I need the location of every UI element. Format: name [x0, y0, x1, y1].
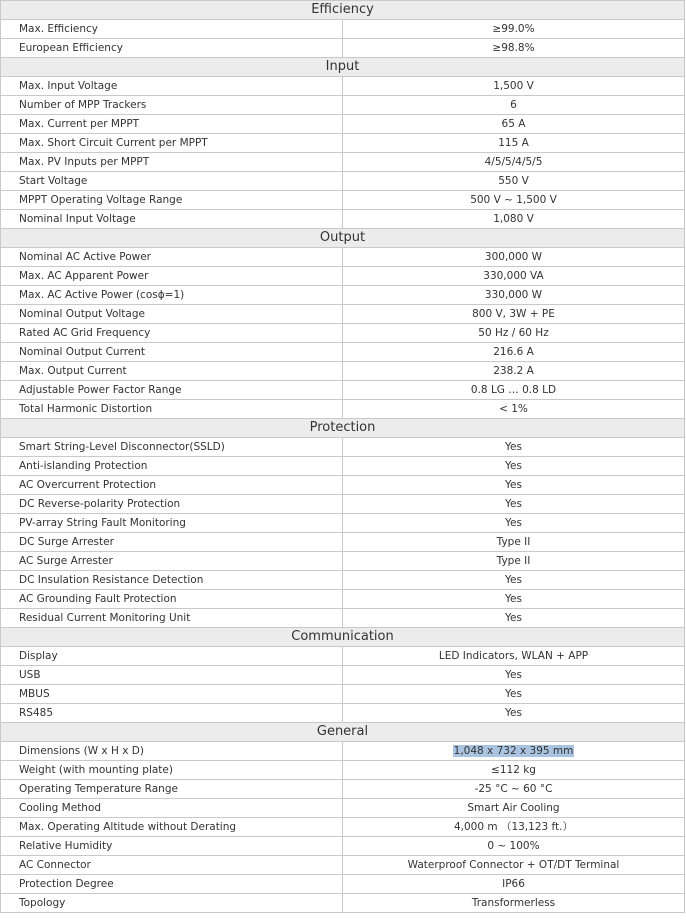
spec-value[interactable]: ≥98.8%: [492, 42, 535, 54]
spec-row: [1, 39, 685, 58]
spec-row: [1, 305, 685, 324]
spec-label: DC Surge Arrester: [1, 533, 343, 552]
spec-row: [1, 780, 685, 799]
section-title: Protection: [1, 419, 685, 438]
spec-value[interactable]: Yes: [505, 688, 522, 700]
spec-label: Max. AC Active Power (cosϕ=1): [1, 286, 343, 305]
spec-value[interactable]: ≤112 kg: [491, 764, 536, 776]
spec-label: Max. Output Current: [1, 362, 343, 381]
spec-value-cell: [343, 438, 685, 457]
spec-label: European Efficiency: [1, 39, 343, 58]
spec-value[interactable]: 500 V ~ 1,500 V: [470, 194, 557, 206]
spec-value-cell: [343, 267, 685, 286]
spec-value-cell: [343, 894, 685, 913]
spec-label: PV-array String Fault Monitoring: [1, 514, 343, 533]
spec-row: [1, 590, 685, 609]
spec-row: [1, 875, 685, 894]
spec-row: [1, 685, 685, 704]
spec-value[interactable]: 0.8 LG … 0.8 LD: [470, 384, 557, 396]
spec-label: AC Overcurrent Protection: [1, 476, 343, 495]
spec-value[interactable]: 6: [510, 99, 517, 111]
spec-label: Anti-islanding Protection: [1, 457, 343, 476]
section-header-output: [1, 229, 685, 248]
spec-label: Smart String-Level Disconnector(SSLD): [1, 438, 343, 457]
spec-value[interactable]: 50 Hz / 60 Hz: [478, 327, 549, 339]
spec-value[interactable]: Type II: [496, 536, 531, 548]
spec-label: Weight (with mounting plate): [1, 761, 343, 780]
spec-label: Max. AC Apparent Power: [1, 267, 343, 286]
spec-label: Max. Current per MPPT: [1, 115, 343, 134]
spec-value[interactable]: Yes: [505, 612, 522, 624]
section-title: General: [1, 723, 685, 742]
spec-value-cell: [343, 343, 685, 362]
spec-value-cell: [343, 381, 685, 400]
spec-row: [1, 837, 685, 856]
spec-value[interactable]: IP66: [502, 878, 525, 890]
spec-label: Topology: [1, 894, 343, 913]
spec-value-cell: [343, 457, 685, 476]
spec-label: Nominal Output Current: [1, 343, 343, 362]
spec-value[interactable]: 216.6 A: [493, 346, 534, 358]
spec-value[interactable]: Yes: [505, 498, 522, 510]
spec-value[interactable]: Smart Air Cooling: [467, 802, 560, 814]
spec-value-cell: [343, 761, 685, 780]
section-header-efficiency: [1, 1, 685, 20]
spec-label: Max. PV Inputs per MPPT: [1, 153, 343, 172]
spec-label: Cooling Method: [1, 799, 343, 818]
spec-value[interactable]: Yes: [505, 574, 522, 586]
spec-value-cell: [343, 96, 685, 115]
spec-value-cell: [343, 172, 685, 191]
spec-value-cell: [343, 362, 685, 381]
spec-row: [1, 191, 685, 210]
spec-table-body: [1, 1, 685, 913]
spec-value-cell: [343, 742, 685, 761]
spec-value[interactable]: Waterproof Connector + OT/DT Terminal: [407, 859, 620, 871]
section-title: Communication: [1, 628, 685, 647]
spec-row: [1, 248, 685, 267]
spec-row: [1, 571, 685, 590]
spec-row: [1, 381, 685, 400]
spec-row: [1, 476, 685, 495]
spec-row: [1, 134, 685, 153]
spec-label: Rated AC Grid Frequency: [1, 324, 343, 343]
spec-value[interactable]: 1,080 V: [493, 213, 534, 225]
spec-row: [1, 552, 685, 571]
spec-value[interactable]: Yes: [505, 593, 522, 605]
spec-label: Operating Temperature Range: [1, 780, 343, 799]
spec-value[interactable]: Yes: [505, 707, 522, 719]
spec-label: Start Voltage: [1, 172, 343, 191]
spec-value[interactable]: 115 A: [498, 137, 529, 149]
spec-value[interactable]: 0 ~ 100%: [487, 840, 540, 852]
spec-label: Residual Current Monitoring Unit: [1, 609, 343, 628]
spec-value-cell: [343, 191, 685, 210]
section-title: Input: [1, 58, 685, 77]
section-header-protection: [1, 419, 685, 438]
spec-row: [1, 647, 685, 666]
section-title: Output: [1, 229, 685, 248]
spec-value[interactable]: Type II: [496, 555, 531, 567]
spec-value[interactable]: Yes: [505, 441, 522, 453]
spec-value-cell: [343, 875, 685, 894]
spec-label: MPPT Operating Voltage Range: [1, 191, 343, 210]
spec-value[interactable]: ≥99.0%: [492, 23, 535, 35]
spec-value-cell: [343, 704, 685, 723]
spec-row: [1, 894, 685, 913]
spec-row: [1, 153, 685, 172]
spec-value-cell: [343, 305, 685, 324]
spec-value-cell: [343, 552, 685, 571]
spec-row: [1, 210, 685, 229]
spec-row: [1, 818, 685, 837]
spec-label: Max. Input Voltage: [1, 77, 343, 96]
spec-label: DC Reverse-polarity Protection: [1, 495, 343, 514]
spec-label: Max. Efficiency: [1, 20, 343, 39]
spec-value-cell: [343, 666, 685, 685]
spec-value[interactable]: -25 °C ~ 60 °C: [474, 783, 553, 795]
section-header-general: [1, 723, 685, 742]
spec-row: [1, 286, 685, 305]
spec-label: Nominal Output Voltage: [1, 305, 343, 324]
spec-label: Number of MPP Trackers: [1, 96, 343, 115]
selected-text[interactable]: 1,048 x 732 x 395 mm: [453, 745, 574, 757]
spec-row: [1, 20, 685, 39]
spec-value-cell: [343, 685, 685, 704]
spec-value-cell: [343, 286, 685, 305]
spec-value[interactable]: 238.2 A: [493, 365, 534, 377]
spec-value[interactable]: 550 V: [498, 175, 529, 187]
spec-value[interactable]: 330,000 W: [484, 289, 543, 301]
spec-value-cell: [343, 514, 685, 533]
spec-row: [1, 400, 685, 419]
spec-value[interactable]: Transformerless: [471, 897, 556, 909]
spec-value-cell: [343, 837, 685, 856]
spec-row: [1, 438, 685, 457]
spec-row: [1, 324, 685, 343]
spec-value[interactable]: Yes: [505, 479, 522, 491]
spec-value-cell: [343, 39, 685, 58]
spec-label: Relative Humidity: [1, 837, 343, 856]
spec-value-cell: [343, 77, 685, 96]
spec-row: [1, 172, 685, 191]
spec-value-cell: [343, 134, 685, 153]
spec-value-cell: [343, 533, 685, 552]
spec-value-cell: [343, 20, 685, 39]
spec-value-cell: [343, 115, 685, 134]
spec-label: Dimensions (W x H x D): [1, 742, 343, 761]
spec-value-cell: [343, 495, 685, 514]
spec-value-cell: [343, 609, 685, 628]
spec-value-cell: [343, 856, 685, 875]
spec-value[interactable]: 330,000 VA: [483, 270, 544, 282]
spec-label: AC Grounding Fault Protection: [1, 590, 343, 609]
spec-row: [1, 362, 685, 381]
spec-label: Max. Operating Altitude without Derating: [1, 818, 343, 837]
spec-row: [1, 514, 685, 533]
section-header-input: [1, 58, 685, 77]
spec-value-cell: [343, 153, 685, 172]
spec-value[interactable]: 800 V, 3W + PE: [472, 308, 555, 320]
spec-row: [1, 267, 685, 286]
spec-label: Nominal Input Voltage: [1, 210, 343, 229]
spec-value[interactable]: 65 A: [501, 118, 526, 130]
spec-row: [1, 533, 685, 552]
spec-value-cell: [343, 780, 685, 799]
spec-value-cell: [343, 647, 685, 666]
spec-value-cell: [343, 324, 685, 343]
section-header-communication: [1, 628, 685, 647]
spec-value-cell: [343, 476, 685, 495]
spec-label: USB: [1, 666, 343, 685]
spec-value-cell: [343, 799, 685, 818]
section-title: Efficiency: [1, 1, 685, 20]
spec-value[interactable]: Yes: [505, 669, 522, 681]
spec-value[interactable]: Yes: [505, 460, 522, 472]
spec-value[interactable]: 4,000 m （13,123 ft.）: [453, 821, 573, 833]
spec-value-cell: [343, 400, 685, 419]
spec-label: Protection Degree: [1, 875, 343, 894]
spec-label: Total Harmonic Distortion: [1, 400, 343, 419]
spec-label: Adjustable Power Factor Range: [1, 381, 343, 400]
spec-label: AC Surge Arrester: [1, 552, 343, 571]
spec-label: Max. Short Circuit Current per MPPT: [1, 134, 343, 153]
spec-row: [1, 799, 685, 818]
spec-value[interactable]: LED Indicators, WLAN + APP: [438, 650, 589, 662]
spec-label: Nominal AC Active Power: [1, 248, 343, 267]
spec-row: [1, 856, 685, 875]
spec-label: AC Connector: [1, 856, 343, 875]
spec-row: [1, 77, 685, 96]
spec-value[interactable]: < 1%: [499, 403, 528, 415]
spec-label: MBUS: [1, 685, 343, 704]
spec-value-cell: [343, 210, 685, 229]
spec-value-cell: [343, 590, 685, 609]
spec-row: [1, 666, 685, 685]
spec-value[interactable]: Yes: [505, 517, 522, 529]
spec-label: Display: [1, 647, 343, 666]
spec-value[interactable]: 4/5/5/4/5/5: [484, 156, 543, 168]
spec-label: RS485: [1, 704, 343, 723]
spec-value-cell: [343, 818, 685, 837]
spec-row: [1, 609, 685, 628]
spec-row: [1, 742, 685, 761]
spec-row: [1, 343, 685, 362]
spec-row: [1, 761, 685, 780]
spec-value-cell: [343, 571, 685, 590]
spec-label: DC Insulation Resistance Detection: [1, 571, 343, 590]
spec-value[interactable]: 300,000 W: [484, 251, 543, 263]
spec-row: [1, 495, 685, 514]
spec-value-cell: [343, 248, 685, 267]
spec-row: [1, 704, 685, 723]
spec-value[interactable]: 1,500 V: [493, 80, 534, 92]
spec-row: [1, 96, 685, 115]
spec-row: [1, 115, 685, 134]
spec-row: [1, 457, 685, 476]
